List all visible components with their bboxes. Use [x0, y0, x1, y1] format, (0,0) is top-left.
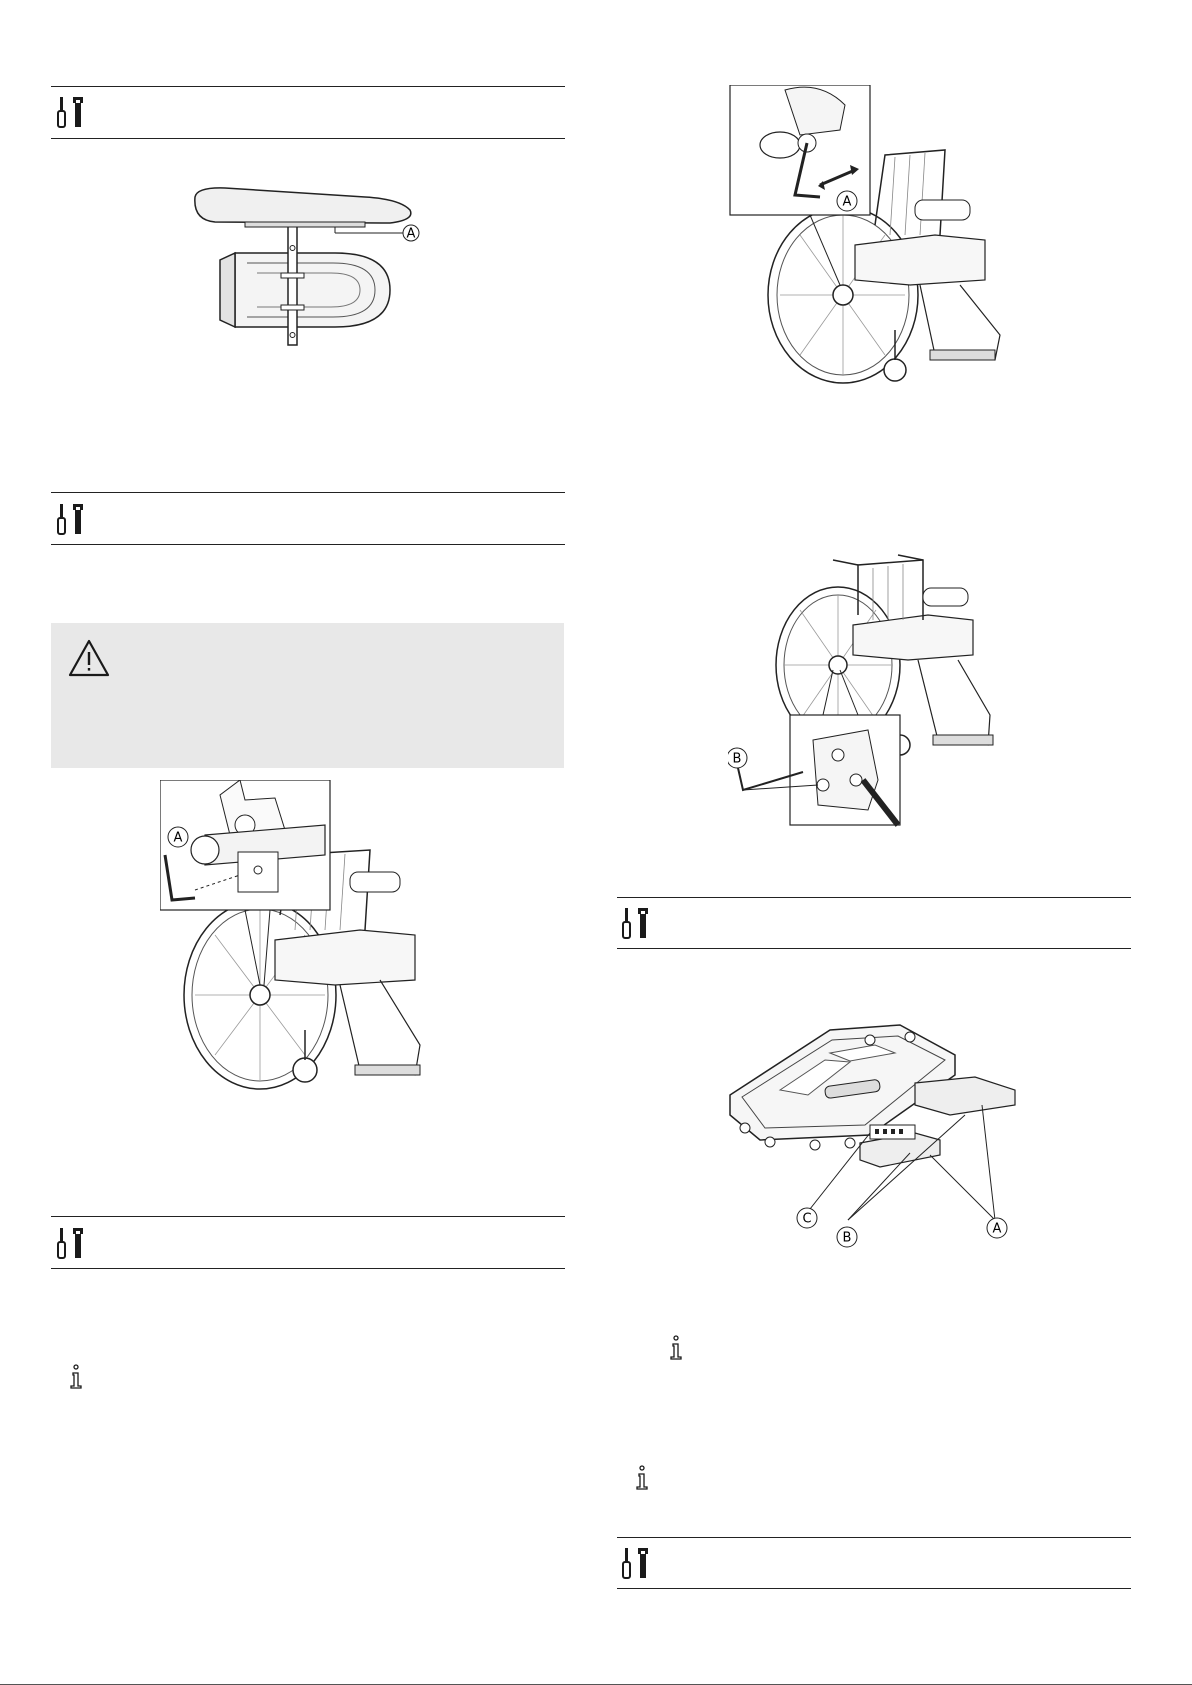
camber-clamp-illustration: [728, 540, 1028, 830]
section-rule-top: [617, 1537, 1131, 1538]
info-icon: [668, 1335, 684, 1361]
section-rule-bottom: [617, 1588, 1131, 1589]
seat-plate-illustration: [720, 1015, 1030, 1250]
section-rule-top: [51, 492, 565, 493]
wheel-axle-illustration: [725, 85, 1025, 385]
screwdriver-wrench-icon: [57, 95, 89, 131]
section-rule-top: [51, 86, 565, 87]
section-rule-bottom: [51, 1268, 565, 1269]
section-rule-bottom: [51, 138, 565, 139]
callout-label: C: [802, 1211, 812, 1227]
screwdriver-wrench-icon: [622, 1546, 654, 1582]
info-icon: [634, 1465, 650, 1491]
warning-box: [51, 623, 564, 768]
section-rule-bottom: [51, 544, 565, 545]
callout-label: B: [732, 751, 742, 767]
warning-triangle-icon: [67, 638, 111, 678]
screwdriver-wrench-icon: [622, 906, 654, 942]
section-rule-top: [51, 1216, 565, 1217]
backrest-adjustment-illustration: [160, 780, 460, 1090]
info-icon: [68, 1364, 84, 1390]
armrest-illustration: [185, 185, 435, 365]
section-rule-bottom: [617, 948, 1131, 949]
callout-label: A: [406, 226, 416, 242]
screwdriver-wrench-icon: [57, 1226, 89, 1262]
section-rule-top: [617, 897, 1131, 898]
callout-label: A: [842, 194, 852, 210]
callout-label: A: [173, 830, 183, 846]
callout-label: A: [992, 1221, 1002, 1237]
callout-label: B: [842, 1230, 852, 1246]
screwdriver-wrench-icon: [57, 502, 89, 538]
